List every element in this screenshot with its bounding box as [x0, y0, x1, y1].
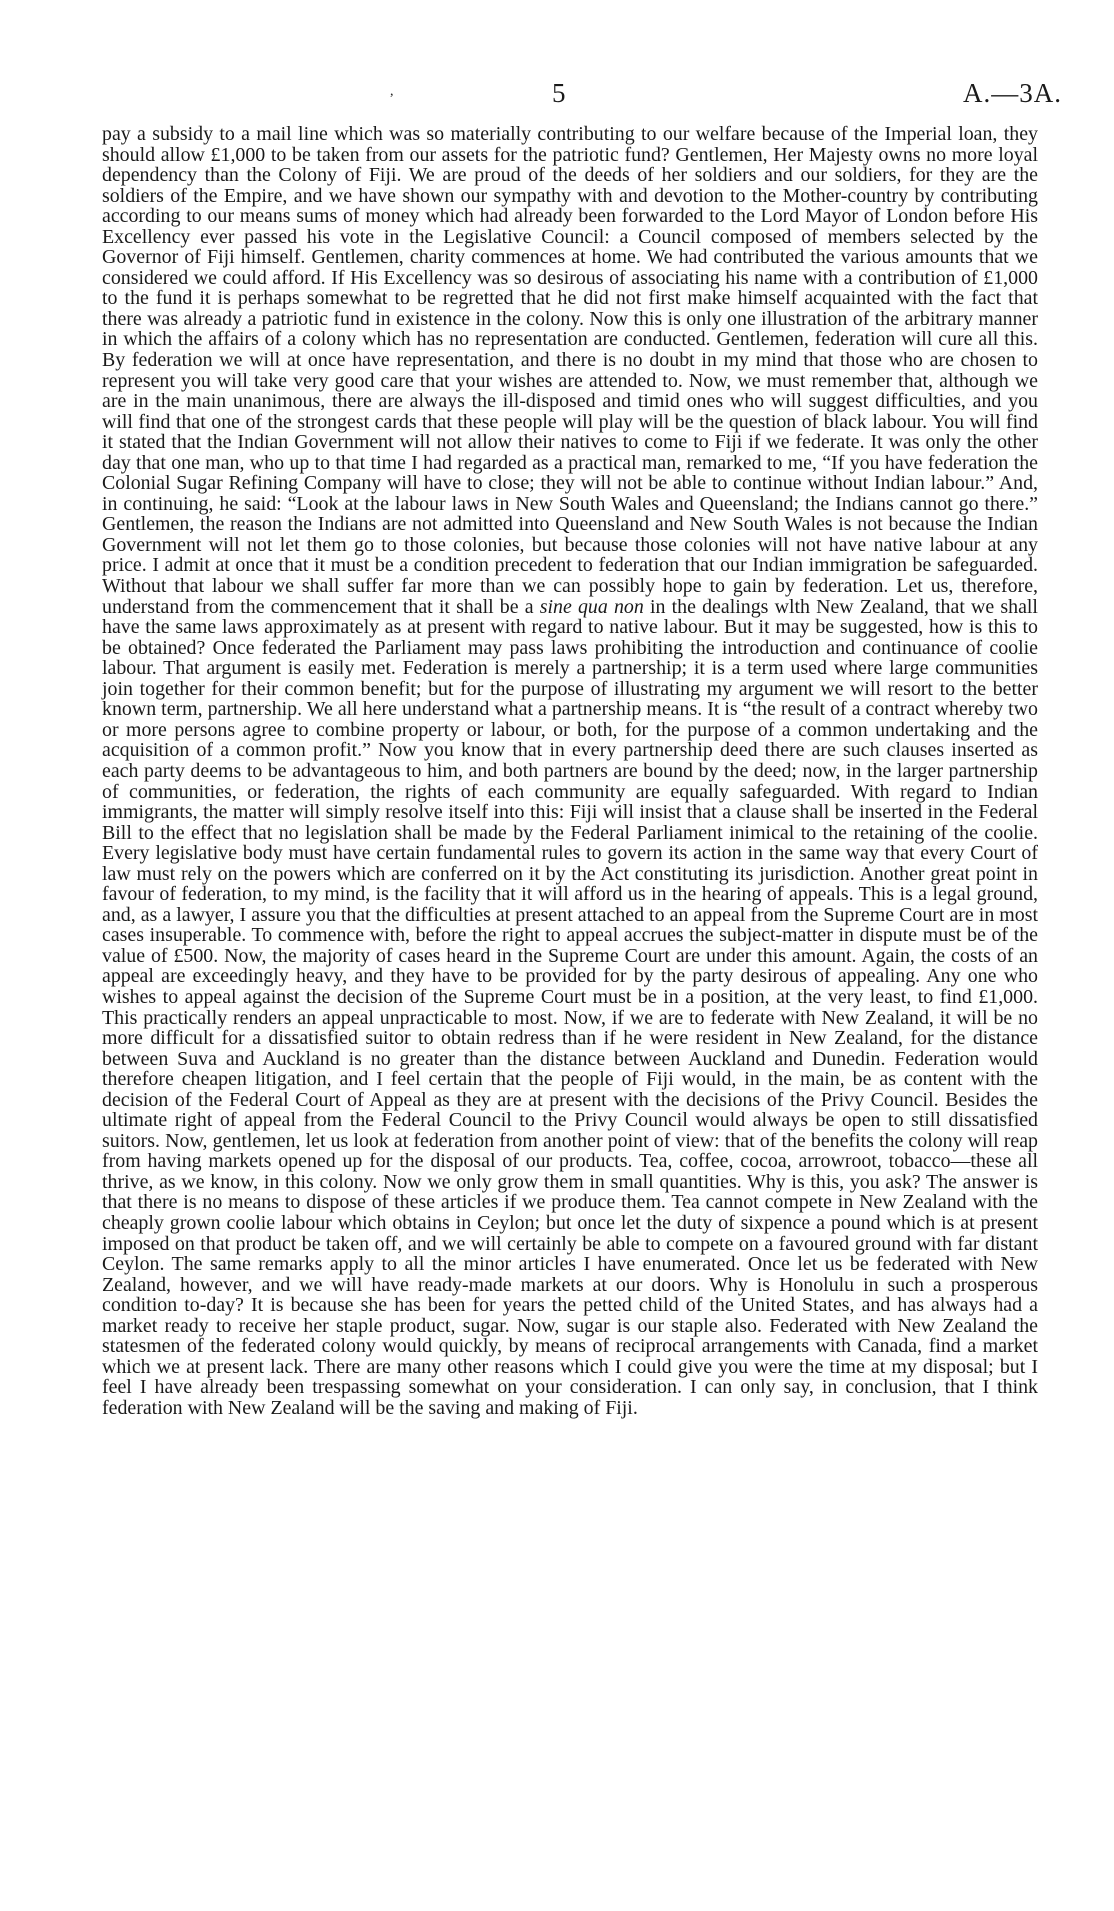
- body-text: [102, 124, 1038, 1418]
- body-text-part-1: pay a subsidy to a mail line which was so materially contributing to our welfare because of the Imperial loan, they should allow £1,000 to be taken from our assets for the patriotic fund? Gentlemen, Her Majesty owns no more loyal dependency than the Colony of Fiji. We are proud of the deeds of her soldiers and our soldiers, for they are the soldiers of the Empire, and we have shown our sympathy with and devotion to the Mother-country by contributing according to our means sums of money which had already been forwarded to the Lord Mayor of London before His Excellency ever passed his vote in the Legislative Council: a Council composed of members selected by the Governor of Fiji himself. Gentlemen, charity commences at home. We had contributed the various amounts that we considered we could afford. If His Excellency was so desirous of associating his name with a contribution of £1,000 to the fund it is perhaps somewhat to be regretted that he did not first make himself acquainted with the fact that there was already a patriotic fund in existence in the colony. Now this is only one illustration of the arbitrary manner in which the affairs of a colony which has no representation are conducted. Gentlemen, federation will cure all this. By federation we will at once have representation, and there is no doubt in my mind that those who are chosen to represent you will take very good care that your wishes are attended to. Now, we must remember that, although we are in the main unanimous, there are always the ill-disposed and timid ones who will suggest difficulties, and you will find that one of the strongest cards that these people will play will be the question of black labour. You will find it stated that the Indian Government will not allow their natives to come to Fiji if we federate. It was only the other day that one man, who up to that time I had regarded as a practical man, remarked to me, “If you have federation the Colonial Sugar Refining Company will have to close; they will not be able to continue without Indian labour.” And, in continuing, he said: “Look at the labour laws in New South Wales and Queensland; the Indians cannot go there.” Gentlemen, the reason the Indians are not admitted into Queensland and New South Wales is not because the Indian Government will not let them go to those colonies, but because those colonies will not have native labour at any price. I admit at once that it must be a condition precedent to federation that our Indian immigration be safeguarded. Without that labour we shall suffer far more than we can possibly hope to gain by federation. Let us, therefore, understand from the commencement that it shall be a: [102, 123, 1038, 618]
- page-mark: ,: [390, 84, 394, 99]
- page-number: 5: [552, 78, 566, 108]
- document-reference: A.—3A.: [963, 78, 1062, 108]
- italic-phrase: sine qua non: [539, 595, 644, 618]
- body-text-part-2: in the dealings wlth New Zealand, that we shall have the same laws approximately as at present with regard to native labour. But it may be suggested, how is this to be obtained? Once federated the Parliament may pass laws prohibiting the introduction and continuance of coolie labour. That argument is easily met. Federation is merely a partnership; it is a term used where large communities join together for their common benefit; but for the purpose of illustrating my argument we will resort to the better known term, partnership. We all here understand what a partnership means. It is “the result of a contract whereby two or more persons agree to combine property or labour, or both, for the purpose of a common undertaking and the acquisition of a common profit.” Now you know that in every partnership deed there are such clauses inserted as each party deems to be advantageous to him, and both partners are bound by the deed; now, in the larger partnership of communities, or federation, the rights of each community are equally safeguarded. With regard to Indian immigrants, the matter will simply resolve itself into this: Fiji will insist that a clause shall be inserted in the Federal Bill to the effect that no legislation shall be made by the Federal Parliament inimical to the retaining of the coolie. Every legislative body must have certain fundamental rules to govern its action in the same way that every Court of law must rely on the powers which are conferred on it by the Act constituting its jurisdiction. Another great point in favour of federation, to my mind, is the facility that it will afford us in the hearing of appeals. This is a legal ground, and, as a lawyer, I assure you that the difficulties at present attached to an appeal from the Supreme Court are in most cases insuperable. To commence with, before the right to appeal accrues the subject-matter in dispute must be of the value of £500. Now, the majority of cases heard in the Supreme Court are under this amount. Again, the costs of an appeal are exceedingly heavy, and they have to be provided for by the party desirous of appealing. Any one who wishes to appeal against the decision of the Supreme Court must be in a position, at the very least, to find £1,000. This practically renders an appeal unpracticable to most. Now, if we are to federate with New Zealand, it will be no more difficult for a dissatisfied suitor to obtain redress than if he were resident in New Zealand, for the distance between Suva and Auckland is no greater than the distance between Auckland and Dunedin. Federation would therefore cheapen litigation, and I feel certain that the people of Fiji would, in the main, be as content with the decision of the Federal Court of Appeal as they are at present with the decisions of the Privy Council. Besides the ultimate right of appeal from the Federal Council to the Privy Council would always be open to still dissatisfied suitors. Now, gentlemen, let us look at federation from another point of view: that of the benefits the colony will reap from having markets opened up for the disposal of our products. Tea, coffee, cocoa, arrowroot, tobacco—these all thrive, as we know, in this colony. Now we only grow them in small quantities. Why is this, you ask? The answer is that there is no means to dispose of these articles if we produce them. Tea cannot compete in New Zealand with the cheaply grown coolie labour which obtains in Ceylon; but once let the duty of sixpence a pound which is at present imposed on that product be taken off, and we will certainly be able to compete on a favoured ground with far distant Ceylon. The same remarks apply to all the minor articles I have enumerated. Once let us be federated with New Zealand, however, and we will have ready-made markets at our doors. Why is Honolulu in such a prosperous condition to-day? It is because she has been for years the petted child of the United States, and has always had a market ready to receive her staple product, sugar. Now, sugar is our staple also. Federated with New Zealand the statesmen of the federated colony would quickly, by means of reciprocal arrangements with Canada, find a market which we at present lack. There are many other reasons which I could give you were the time at my disposal; but I feel I have already been trespassing somewhat on your consideration. I can only say, in conclusion, that I think federation with New Zealand will be the saving and making of Fiji.: [102, 595, 1038, 1419]
- page-header: [0, 78, 1114, 118]
- body-paragraph: [102, 124, 1038, 1418]
